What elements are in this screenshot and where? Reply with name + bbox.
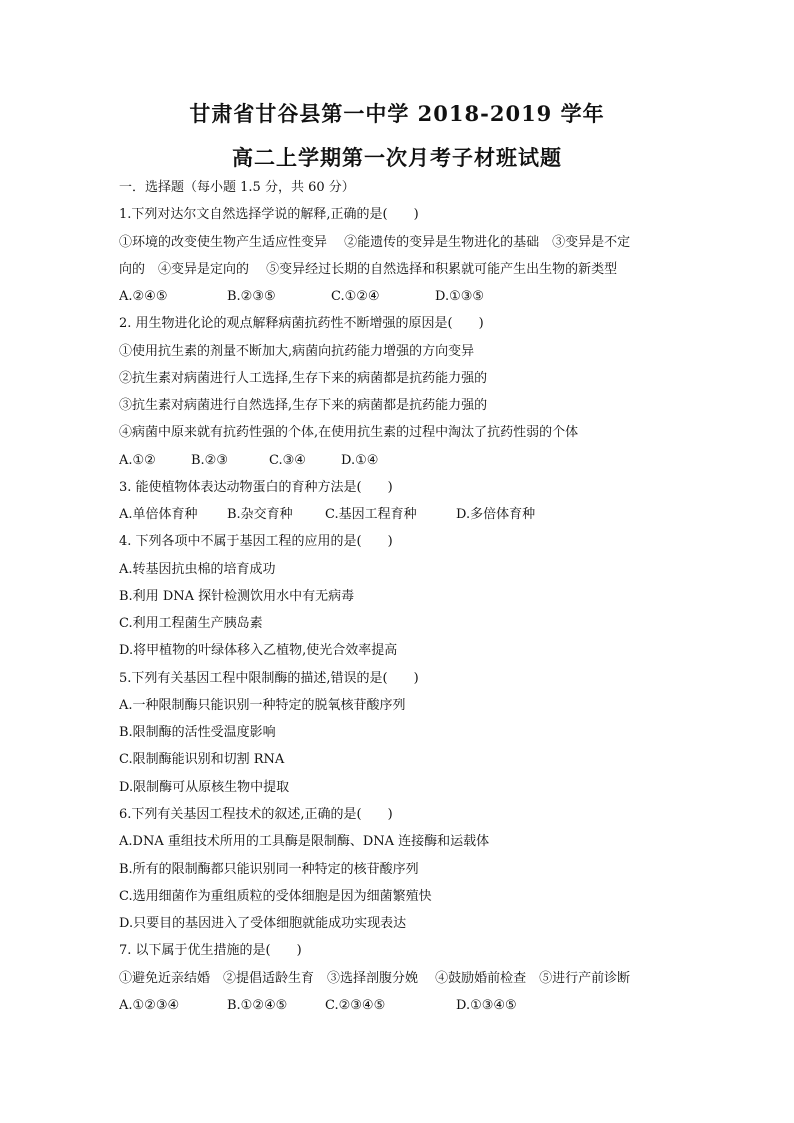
question-1-option-d: D.①③⑤	[435, 289, 485, 304]
question-4-option-b: B.利用 DNA 探针检测饮用水中有无病毒	[119, 589, 355, 604]
question-1-stem: 1.下列对达尔文自然选择学说的解释,正确的是( )	[119, 207, 419, 222]
question-2-option-d: D.①④	[341, 453, 379, 468]
question-6-option-a: A.DNA 重组技术所用的工具酶是限制酶、DNA 连接酶和运载体	[119, 834, 490, 849]
question-2-statement-3: ③抗生素对病菌进行自然选择,生存下来的病菌都是抗药能力强的	[119, 398, 488, 413]
question-6-option-b: B.所有的限制酶都只能识别同一种特定的核苷酸序列	[119, 862, 419, 877]
exam-title-line1: 甘肃省甘谷县第一中学 2018-2019 学年	[189, 101, 605, 126]
question-7-option-b: B.①②④⑤	[227, 998, 288, 1013]
question-3-options	[119, 501, 684, 528]
question-5-option-b: B.限制酶的活性受温度影响	[119, 725, 276, 740]
question-2-option-c: C.③④	[269, 453, 306, 468]
question-1-option-c: C.①②④	[331, 289, 380, 304]
question-1-option-a: A.②④⑤	[119, 289, 168, 304]
question-2-statement-1: ①使用抗生素的剂量不断加大,病菌向抗药能力增强的方向变异	[119, 344, 475, 359]
question-5-option-d: D.限制酶可从原核生物中提取	[119, 780, 290, 795]
section-heading: 一．选择题（每小题 1.5 分，共 60 分）	[119, 180, 355, 195]
question-1-statement-line2: 向的 ④变异是定向的 ⑤变异经过长期的自然选择和积累就可能产生出生物的新类型	[119, 262, 618, 277]
question-4-option-a: A.转基因抗虫棉的培育成功	[119, 562, 276, 577]
question-5-stem: 5.下列有关基因工程中限制酶的描述,错误的是( )	[119, 671, 419, 686]
question-7-option-c: C.②③④⑤	[325, 998, 386, 1013]
question-7-stem: 7. 以下属于优生措施的是( )	[119, 943, 302, 958]
question-6-stem: 6.下列有关基因工程技术的叙述,正确的是( )	[119, 807, 393, 822]
question-2-option-a: A.①②	[119, 453, 156, 468]
question-3-option-d: D.多倍体育种	[456, 507, 536, 522]
exam-title-line2: 高二上学期第一次月考子材班试题	[232, 145, 562, 170]
question-3-stem: 3. 能使植物体表达动物蛋白的育种方法是( )	[119, 480, 393, 495]
question-3-option-a: A.单倍体育种	[119, 507, 198, 522]
question-4-stem: 4. 下列各项中不属于基因工程的应用的是( )	[119, 534, 393, 549]
question-6-option-c: C.选用细菌作为重组质粒的受体细胞是因为细菌繁殖快	[119, 889, 432, 904]
question-7-option-a: A.①②③④	[119, 998, 180, 1013]
question-7-statement: ①避免近亲结婚 ②提倡适龄生育 ③选择剖腹分娩 ④鼓励婚前检查 ⑤进行产前诊断	[119, 971, 631, 986]
question-1-options	[119, 283, 684, 310]
question-2-options	[119, 447, 684, 474]
question-1-statement-line1: ①环境的改变使生物产生适应性变异 ②能遗传的变异是生物进化的基础 ③变异是不定	[119, 235, 631, 250]
question-3-option-c: C.基因工程育种	[325, 507, 417, 522]
question-2-option-b: B.②③	[191, 453, 228, 468]
question-2-statement-2: ②抗生素对病菌进行人工选择,生存下来的病菌都是抗药能力强的	[119, 371, 488, 386]
question-5-option-a: A.一种限制酶只能识别一种特定的脱氧核苷酸序列	[119, 698, 406, 713]
question-5-option-c: C.限制酶能识别和切割 RNA	[119, 752, 285, 767]
question-2-stem: 2. 用生物进化论的观点解释病菌抗药性不断增强的原因是( )	[119, 316, 484, 331]
question-3-option-b: B.杂交育种	[227, 507, 293, 522]
question-6-option-d: D.只要目的基因进入了受体细胞就能成功实现表达	[119, 916, 407, 931]
question-7-option-d: D.①③④⑤	[456, 998, 517, 1013]
question-4-option-c: C.利用工程菌生产胰岛素	[119, 616, 263, 631]
question-2-statement-4: ④病菌中原来就有抗药性强的个体,在使用抗生素的过程中淘汰了抗药性弱的个体	[119, 425, 579, 440]
question-4-option-d: D.将甲植物的叶绿体移入乙植物,使光合效率提高	[119, 643, 398, 658]
question-7-options	[119, 992, 684, 1019]
question-1-option-b: B.②③⑤	[227, 289, 276, 304]
